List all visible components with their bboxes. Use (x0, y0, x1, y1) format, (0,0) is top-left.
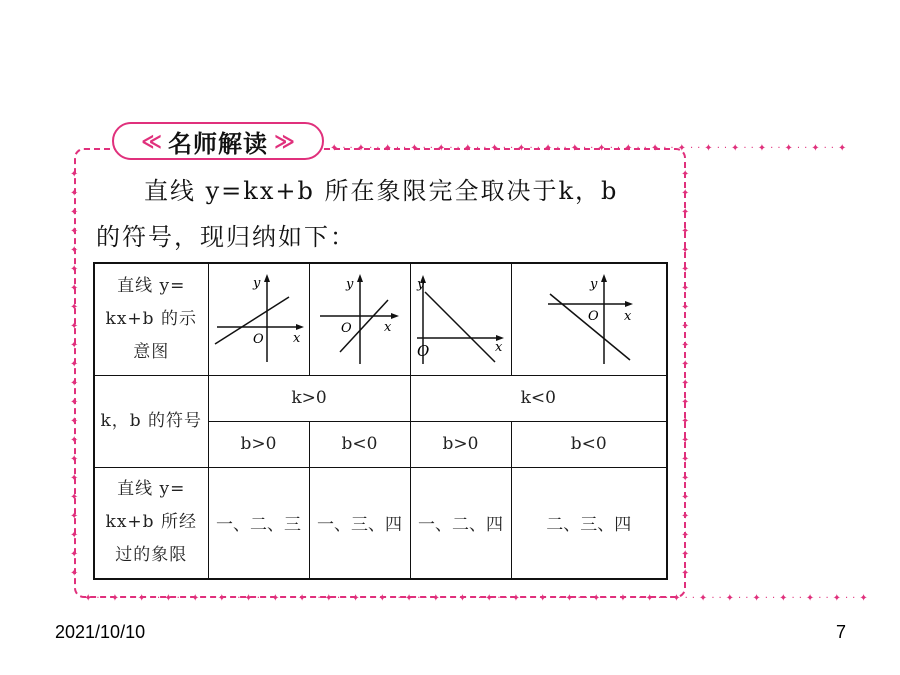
intro-paragraph (96, 168, 676, 260)
row-head-graph-line-3: 意图 (133, 341, 170, 362)
graph1-origin-label: O (252, 332, 264, 348)
graph2-origin-label: O (340, 321, 352, 337)
quadrant-cell-1: 一、二、三 (208, 467, 309, 579)
intro-line-2: 的符号，现归纳如下： (96, 223, 356, 251)
intro-line-1: 直线 y=kx+b 所在象限完全取决于k，b (144, 177, 619, 205)
k-positive-cell: k>0 (208, 375, 410, 421)
graph3-y-label: y (416, 277, 424, 293)
footer-date: 2021/10/10 (55, 622, 146, 642)
row-head-graph-line-2: kx+b 的示 (105, 308, 197, 329)
double-chevron-left-icon: ≪ (141, 129, 162, 153)
graph4-x-label: x (623, 309, 632, 325)
page-number: 7 (836, 622, 847, 642)
row-head-graph (94, 263, 208, 375)
graph-k-pos-b-neg (310, 264, 410, 374)
graph-k-neg-b-pos (411, 264, 511, 374)
quadrant-cell-3: 一、二、四 (410, 467, 511, 579)
graph2-y-label: y (345, 277, 353, 293)
row-head-quadrants-line-2: kx+b 所经 (105, 512, 197, 533)
graph3-origin-label: O (416, 342, 429, 361)
graph-k-pos-b-pos (209, 264, 309, 374)
double-chevron-right-icon: ≫ (274, 129, 295, 153)
k-negative-cell: k<0 (410, 375, 667, 421)
row-head-quadrants (94, 467, 208, 579)
frame-decoration-top: ✦··✦··✦··✦··✦··✦··✦··✦··✦··✦··✦··✦··✦··✦··✦··✦··✦··✦··✦··✦ (330, 143, 851, 154)
quadrant-table (93, 262, 668, 580)
graph-cell-k-neg-b-neg (511, 263, 667, 375)
b-sign-cell-4: b<0 (511, 421, 667, 467)
b-sign-cell-1: b>0 (208, 421, 309, 467)
row-head-quadrants-line-1: 直线 y= (117, 479, 186, 500)
graph1-y-label: y (252, 276, 260, 292)
graph4-y-label: y (589, 277, 598, 293)
quadrant-cell-2: 一、三、四 (309, 467, 410, 579)
row-head-graph-line-1: 直线 y= (117, 275, 186, 296)
b-sign-cell-2: b<0 (309, 421, 410, 467)
graph-k-neg-b-neg (514, 264, 664, 374)
quadrant-cell-4: 二、三、四 (511, 467, 667, 579)
section-title: 名师解读 (168, 129, 268, 158)
frame-decoration-left: ✦✦✦✦✦✦✦✦✦✦✦✦✦✦✦✦✦✦✦✦✦✦ (70, 169, 79, 579)
graph4-origin-label: O (587, 309, 599, 325)
graph-cell-k-pos-b-pos (208, 263, 309, 375)
row-head-signs: k，b 的符号 (94, 375, 208, 467)
row-head-quadrants-line-3: 过的象限 (115, 545, 188, 566)
graph2-x-label: x (383, 320, 391, 336)
b-sign-cell-3: b>0 (410, 421, 511, 467)
frame-decoration-right: ✦✦✦✦✦✦✦✦✦✦✦✦✦✦✦✦✦✦✦✦✦✦ (681, 169, 690, 579)
graph1-x-label: x (292, 331, 300, 347)
frame-decoration-bottom: ✦··✦··✦··✦··✦··✦··✦··✦··✦··✦··✦··✦··✦··✦··✦··✦··✦··✦··✦··✦··✦··✦··✦··✦··✦··✦··✦··✦··✦··✦ (84, 593, 872, 604)
graph-cell-k-pos-b-neg (309, 263, 410, 375)
graph-cell-k-neg-b-pos (410, 263, 511, 375)
section-badge (112, 122, 324, 160)
graph3-x-label: x (494, 340, 502, 356)
